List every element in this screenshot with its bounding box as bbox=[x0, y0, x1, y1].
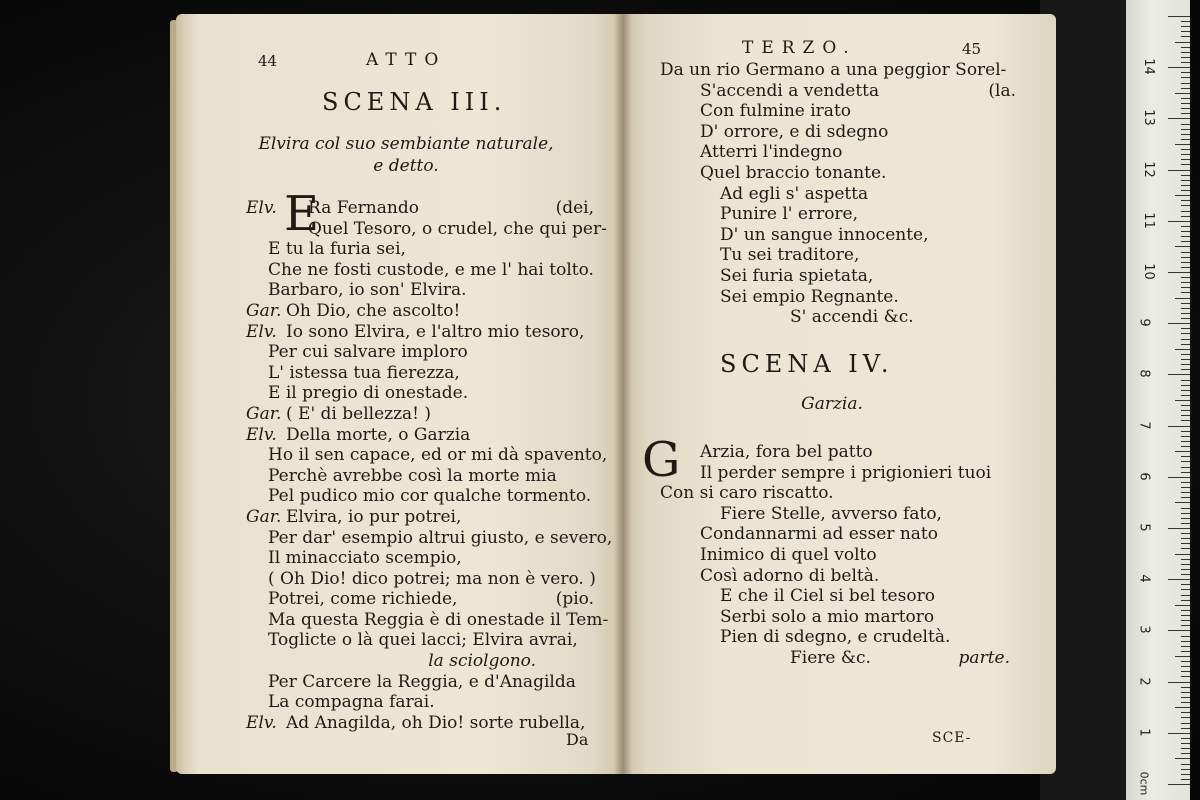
ruler-tick bbox=[1175, 246, 1190, 247]
line-text: Pel pudico mio cor qualche tormento. bbox=[268, 486, 592, 507]
ruler-tick bbox=[1168, 528, 1190, 529]
ruler-tick bbox=[1181, 333, 1190, 334]
line-text: Ad Anagilda, oh Dio! sorte rubella, bbox=[286, 712, 586, 733]
ruler-tick bbox=[1181, 108, 1190, 109]
verse-line bbox=[660, 442, 1040, 463]
ruler-tick bbox=[1181, 564, 1190, 565]
line-text: Atterri l'indegno bbox=[700, 142, 843, 163]
ruler-tick bbox=[1181, 303, 1190, 304]
measurement-ruler bbox=[1126, 0, 1190, 800]
verse-line bbox=[660, 204, 1040, 225]
line-text: Ad egli s' aspetta bbox=[720, 183, 869, 204]
ruler-number: 5 bbox=[1136, 523, 1152, 532]
ruler-tick bbox=[1181, 446, 1190, 447]
ruler-tick bbox=[1181, 190, 1190, 191]
ruler-number: 13 bbox=[1140, 109, 1156, 127]
ruler-tick bbox=[1181, 31, 1190, 32]
open-book bbox=[176, 14, 1056, 779]
line-text: Elvira, io pur potrei, bbox=[286, 506, 462, 527]
verse-line bbox=[246, 383, 606, 404]
ruler-tick bbox=[1168, 784, 1190, 785]
line-text: Per dar' esempio altrui giusto, e severo, bbox=[268, 527, 613, 548]
ruler-tick bbox=[1181, 574, 1190, 575]
ruler-number: 1 bbox=[1136, 728, 1152, 737]
verse-line bbox=[246, 692, 606, 713]
ruler-tick bbox=[1181, 728, 1190, 729]
verse-line bbox=[660, 245, 1040, 266]
ruler-tick bbox=[1181, 743, 1190, 744]
ruler-tick bbox=[1175, 656, 1190, 657]
verse-line bbox=[660, 307, 1040, 328]
ruler-tick bbox=[1181, 380, 1190, 381]
ruler-tick bbox=[1181, 52, 1190, 53]
ruler-tick bbox=[1181, 779, 1190, 780]
verse-line bbox=[246, 425, 606, 446]
ruler-tick bbox=[1168, 67, 1190, 68]
line-text: Oh Dio, che ascolto! bbox=[286, 300, 461, 321]
ruler-tick bbox=[1181, 257, 1190, 258]
ruler-tick bbox=[1181, 456, 1190, 457]
ruler-tick bbox=[1181, 236, 1190, 237]
verse-line bbox=[660, 607, 1040, 628]
verse-line bbox=[246, 713, 606, 734]
ruler-tick bbox=[1181, 26, 1190, 27]
line-text: Quel Tesoro, o crudel, che qui per- bbox=[308, 218, 607, 239]
ruler-tick bbox=[1181, 369, 1190, 370]
verse-line bbox=[246, 486, 606, 507]
verse-line bbox=[246, 589, 606, 610]
verse-line bbox=[246, 569, 606, 590]
line-text: Con fulmine irato bbox=[700, 101, 852, 122]
verse-line bbox=[660, 463, 1040, 484]
ruler-tick bbox=[1168, 426, 1190, 427]
ruler-tick bbox=[1181, 697, 1190, 698]
ruler-tick bbox=[1175, 349, 1190, 350]
ruler-tick bbox=[1168, 733, 1190, 734]
ruler-tick bbox=[1181, 625, 1190, 626]
line-text: Per cui salvare imploro bbox=[268, 342, 468, 363]
ruler-tick bbox=[1181, 313, 1190, 314]
ruler-tick bbox=[1181, 687, 1190, 688]
ruler-tick bbox=[1181, 543, 1190, 544]
verse-line bbox=[246, 198, 606, 219]
verse-line bbox=[246, 260, 606, 281]
ruler-tick bbox=[1181, 262, 1190, 263]
stage-direction-line-2: e detto. bbox=[373, 156, 439, 176]
ruler-tick bbox=[1181, 211, 1190, 212]
line-text: Punire l' errore, bbox=[720, 204, 859, 225]
ruler-tick bbox=[1181, 487, 1190, 488]
line-text: Con si caro riscatto. bbox=[660, 483, 834, 504]
line-text: L' istessa tua fierezza, bbox=[268, 362, 460, 383]
ruler-tick bbox=[1181, 492, 1190, 493]
ruler-tick bbox=[1181, 252, 1190, 253]
ruler-tick bbox=[1168, 579, 1190, 580]
verse-line bbox=[246, 672, 606, 693]
ruler-tick bbox=[1175, 298, 1190, 299]
verse-line bbox=[660, 142, 1040, 163]
ruler-tick bbox=[1181, 523, 1190, 524]
verse-line bbox=[660, 524, 1040, 545]
line-text: Da un rio Germano a una peggior Sorel- bbox=[660, 60, 1007, 80]
stage-direction-right: Garzia. bbox=[801, 394, 863, 414]
running-head-left: ATTO bbox=[366, 50, 447, 70]
ruler-tick bbox=[1181, 282, 1190, 283]
ruler-tick bbox=[1181, 461, 1190, 462]
ruler-tick bbox=[1181, 83, 1190, 84]
line-text: E il pregio di onestade. bbox=[268, 383, 469, 404]
ruler-tick bbox=[1181, 57, 1190, 58]
verse-line bbox=[660, 184, 1040, 205]
ruler-tick bbox=[1181, 154, 1190, 155]
ruler-tick bbox=[1181, 692, 1190, 693]
ruler-number: 9 bbox=[1136, 318, 1152, 327]
ruler-tick bbox=[1181, 395, 1190, 396]
verse-line bbox=[660, 266, 1040, 287]
ruler-tick bbox=[1181, 676, 1190, 677]
ruler-tick bbox=[1181, 113, 1190, 114]
ruler-tick bbox=[1181, 185, 1190, 186]
line-text: Barbaro, io son' Elvira. bbox=[268, 280, 467, 301]
ruler-tick bbox=[1181, 774, 1190, 775]
verse-line bbox=[660, 81, 1040, 102]
ruler-tick bbox=[1181, 385, 1190, 386]
ruler-tick bbox=[1175, 758, 1190, 759]
ruler-tick bbox=[1181, 134, 1190, 135]
verse-line bbox=[660, 566, 1040, 587]
ruler-tick bbox=[1175, 93, 1190, 94]
ruler-tick bbox=[1181, 441, 1190, 442]
ruler-number: 8 bbox=[1136, 369, 1152, 379]
ruler-tick bbox=[1181, 472, 1190, 473]
ruler-tick bbox=[1181, 748, 1190, 749]
line-text: Potrei, come richiede, bbox=[268, 589, 458, 610]
verse-line bbox=[246, 322, 606, 343]
verse-line bbox=[246, 527, 613, 549]
ruler-tick bbox=[1175, 144, 1190, 145]
ruler-tick bbox=[1181, 98, 1190, 99]
verse-line bbox=[660, 586, 1040, 607]
speaker-label: Gar. bbox=[246, 506, 282, 527]
page-number-right: 45 bbox=[962, 40, 982, 58]
ruler-tick bbox=[1181, 636, 1190, 637]
ruler-tick bbox=[1168, 118, 1190, 119]
ruler-tick bbox=[1181, 231, 1190, 232]
ruler-tick bbox=[1181, 420, 1190, 421]
book-gutter bbox=[614, 14, 632, 774]
line-text: D' orrore, e di sdegno bbox=[700, 121, 889, 142]
line-text: E tu la furia sei, bbox=[268, 239, 406, 260]
ruler-tick bbox=[1181, 615, 1190, 616]
ruler-tick bbox=[1181, 764, 1190, 765]
speaker-label: Elv. bbox=[246, 712, 277, 733]
ruler-tick bbox=[1181, 124, 1190, 125]
ruler-tick bbox=[1181, 651, 1190, 652]
stage-note: parte. bbox=[958, 647, 1010, 668]
ruler-tick bbox=[1181, 482, 1190, 483]
verse-line bbox=[660, 101, 1040, 122]
ruler-tick bbox=[1181, 538, 1190, 539]
line-text: Il perder sempre i prigionieri tuoi bbox=[700, 462, 992, 483]
line-text: Ho il sen capace, ed or mi dà spavento, bbox=[268, 445, 608, 466]
verse-line bbox=[246, 609, 609, 631]
ruler-number: 4 bbox=[1136, 574, 1152, 583]
ruler-tick bbox=[1181, 180, 1190, 181]
verse-line bbox=[246, 445, 606, 466]
ruler-tick bbox=[1181, 431, 1190, 432]
ruler-tick bbox=[1181, 318, 1190, 319]
verse-line bbox=[660, 504, 1040, 525]
ruler-tick bbox=[1181, 717, 1190, 718]
verse-line bbox=[660, 287, 1040, 308]
ruler-tick bbox=[1181, 671, 1190, 672]
ruler-tick bbox=[1181, 226, 1190, 227]
verse-line bbox=[246, 651, 606, 672]
ruler-tick bbox=[1181, 72, 1190, 73]
ruler-number: 10 bbox=[1140, 263, 1156, 280]
verse-line bbox=[660, 483, 1040, 504]
line-text: Quel braccio tonante. bbox=[700, 162, 887, 183]
line-text: Perchè avrebbe così la morte mia bbox=[268, 465, 557, 486]
speaker-label: Gar. bbox=[246, 403, 282, 424]
ruler-tick bbox=[1181, 666, 1190, 667]
ruler-number: 3 bbox=[1136, 625, 1152, 635]
line-text: Che ne fosti custode, e me l' hai tolto. bbox=[268, 259, 594, 280]
line-text: S' accendi &c. bbox=[790, 307, 914, 328]
ruler-tick bbox=[1181, 216, 1190, 217]
ruler-tick bbox=[1168, 374, 1190, 375]
ruler-tick bbox=[1181, 88, 1190, 89]
line-text: Io sono Elvira, e l'altro mio tesoro, bbox=[286, 321, 585, 342]
ruler-tick bbox=[1181, 518, 1190, 519]
line-text: D' un sangue innocente, bbox=[720, 224, 929, 245]
ruler-number: 11 bbox=[1140, 212, 1156, 229]
right-page-verse-top bbox=[660, 60, 1040, 328]
ruler-number: 14 bbox=[1140, 58, 1156, 75]
ruler-tick bbox=[1175, 400, 1190, 401]
ruler-tick bbox=[1181, 390, 1190, 391]
ruler-number: 2 bbox=[1136, 676, 1152, 686]
verse-line bbox=[246, 363, 606, 384]
ruler-tick bbox=[1168, 323, 1190, 324]
ruler-number: 7 bbox=[1136, 420, 1152, 430]
line-text: Così adorno di beltà. bbox=[700, 565, 880, 586]
stage-note: la sciolgono. bbox=[428, 651, 536, 672]
ruler-tick bbox=[1181, 159, 1190, 160]
ruler-tick bbox=[1181, 641, 1190, 642]
line-overflow-note: (pio. bbox=[555, 589, 594, 610]
ruler-tick bbox=[1175, 42, 1190, 43]
ruler-tick bbox=[1181, 103, 1190, 104]
ruler-tick bbox=[1181, 497, 1190, 498]
line-text: Tu sei traditore, bbox=[720, 245, 860, 266]
ruler-tick bbox=[1181, 661, 1190, 662]
line-text: Fiere Stelle, avverso fato, bbox=[720, 503, 942, 524]
ruler-tick bbox=[1181, 620, 1190, 621]
line-text: Fiere &c. bbox=[790, 647, 871, 668]
page-number-left: 44 bbox=[258, 52, 278, 70]
ruler-tick bbox=[1181, 287, 1190, 288]
ruler-unit-label: 0cm bbox=[1137, 771, 1151, 796]
ruler-tick bbox=[1175, 605, 1190, 606]
ruler-tick bbox=[1181, 405, 1190, 406]
ruler-tick bbox=[1168, 477, 1190, 478]
line-text: ( Oh Dio! dico potrei; ma non è vero. ) bbox=[268, 568, 596, 589]
ruler-tick bbox=[1181, 149, 1190, 150]
ruler-tick bbox=[1181, 723, 1190, 724]
verse-line bbox=[246, 404, 606, 425]
ruler-tick bbox=[1175, 451, 1190, 452]
ruler-tick bbox=[1181, 175, 1190, 176]
ruler-tick bbox=[1181, 139, 1190, 140]
ruler-tick bbox=[1181, 344, 1190, 345]
ruler-tick bbox=[1181, 610, 1190, 611]
verse-line bbox=[246, 342, 606, 363]
verse-line bbox=[660, 627, 1040, 648]
ruler-tick bbox=[1181, 339, 1190, 340]
left-page bbox=[176, 14, 622, 774]
ruler-tick bbox=[1181, 589, 1190, 590]
ruler-tick bbox=[1181, 292, 1190, 293]
ruler-tick bbox=[1181, 328, 1190, 329]
ruler-tick bbox=[1181, 359, 1190, 360]
ruler-tick bbox=[1181, 36, 1190, 37]
ruler-tick bbox=[1181, 533, 1190, 534]
scene-title-right: SCENA IV. bbox=[720, 350, 894, 378]
line-text: Ma questa Reggia è di onestade il Tem- bbox=[268, 609, 609, 630]
right-page bbox=[622, 14, 1056, 774]
ruler-tick bbox=[1181, 769, 1190, 770]
line-text: La compagna farai. bbox=[268, 692, 435, 713]
line-text: Pien di sdegno, e crudeltà. bbox=[720, 627, 951, 648]
ruler-number: 6 bbox=[1136, 472, 1152, 481]
verse-line bbox=[660, 225, 1040, 246]
verse-line bbox=[660, 648, 1040, 669]
line-text: Arzia, fora bel patto bbox=[700, 442, 873, 462]
ruler-tick bbox=[1181, 354, 1190, 355]
verse-line bbox=[246, 630, 606, 651]
verse-line bbox=[246, 301, 606, 322]
ruler-tick bbox=[1181, 738, 1190, 739]
ruler-number: 12 bbox=[1140, 160, 1156, 178]
line-overflow-note: (la. bbox=[988, 80, 1016, 101]
line-overflow-note: (dei, bbox=[555, 198, 594, 218]
ruler-tick bbox=[1168, 16, 1190, 17]
ruler-tick bbox=[1181, 77, 1190, 78]
ruler-tick bbox=[1181, 646, 1190, 647]
speaker-label: Elv. bbox=[246, 321, 277, 342]
stage-direction-line-1: Elvira col suo sembiante naturale, bbox=[258, 134, 554, 154]
line-text: S'accendi a vendetta bbox=[700, 80, 880, 101]
running-head-right: TERZO. bbox=[742, 38, 857, 58]
ruler-tick bbox=[1181, 415, 1190, 416]
ruler-tick bbox=[1181, 584, 1190, 585]
right-page-verse-bottom bbox=[660, 442, 1040, 669]
dropcap-right: G bbox=[642, 432, 681, 488]
ruler-tick bbox=[1181, 513, 1190, 514]
ruler-tick bbox=[1181, 559, 1190, 560]
line-text: Sei furia spietata, bbox=[720, 265, 874, 286]
line-text: Condannarmi ad esser nato bbox=[700, 524, 938, 545]
line-text: Toglicte o là quei lacci; Elvira avrai, bbox=[268, 630, 578, 651]
ruler-tick bbox=[1175, 554, 1190, 555]
ruler-tick bbox=[1181, 277, 1190, 278]
ruler-tick bbox=[1181, 164, 1190, 165]
ruler-tick bbox=[1181, 548, 1190, 549]
line-text: Per Carcere la Reggia, e d'Anagilda bbox=[268, 671, 576, 692]
line-text: Il minacciato scempio, bbox=[268, 548, 462, 569]
line-text: E che il Ciel si bel tesoro bbox=[720, 586, 935, 607]
ruler-tick bbox=[1181, 308, 1190, 309]
ruler-tick bbox=[1181, 753, 1190, 754]
line-text: ( E' di bellezza! ) bbox=[286, 403, 432, 424]
ruler-tick bbox=[1181, 241, 1190, 242]
ruler-tick bbox=[1168, 170, 1190, 171]
ruler-tick bbox=[1181, 364, 1190, 365]
verse-line bbox=[660, 122, 1040, 143]
scene-title-left: SCENA III. bbox=[322, 88, 507, 116]
ruler-tick bbox=[1168, 630, 1190, 631]
ruler-tick bbox=[1181, 467, 1190, 468]
verse-line bbox=[660, 545, 1040, 566]
verse-line bbox=[246, 466, 606, 487]
ruler-tick bbox=[1181, 569, 1190, 570]
speaker-label: Gar. bbox=[246, 300, 282, 321]
ruler-tick bbox=[1181, 62, 1190, 63]
ruler-tick bbox=[1181, 21, 1190, 22]
speaker-label: Elv. bbox=[246, 198, 277, 218]
ruler-tick bbox=[1181, 702, 1190, 703]
ruler-tick bbox=[1181, 205, 1190, 206]
ruler-tick bbox=[1168, 682, 1190, 683]
catchword-right: SCE- bbox=[932, 730, 972, 746]
verse-line bbox=[246, 507, 606, 528]
verse-line bbox=[660, 60, 1040, 81]
verse-line bbox=[246, 280, 606, 301]
ruler-tick bbox=[1181, 47, 1190, 48]
catchword-left: Da bbox=[566, 730, 589, 749]
ruler-tick bbox=[1181, 436, 1190, 437]
line-text: Della morte, o Garzia bbox=[286, 424, 471, 445]
ruler-tick bbox=[1181, 600, 1190, 601]
ruler-tick bbox=[1181, 595, 1190, 596]
ruler-tick bbox=[1181, 508, 1190, 509]
dropcap-left: E bbox=[284, 186, 320, 242]
verse-line bbox=[246, 239, 606, 260]
line-text: Sei empio Regnante. bbox=[720, 286, 899, 307]
ruler-tick bbox=[1175, 707, 1190, 708]
ruler-tick bbox=[1168, 272, 1190, 273]
ruler-tick bbox=[1181, 712, 1190, 713]
verse-line bbox=[660, 163, 1040, 184]
ruler-tick bbox=[1181, 129, 1190, 130]
ruler-tick bbox=[1181, 200, 1190, 201]
line-text: Ra Fernando bbox=[308, 198, 419, 218]
line-text: Inimico di quel volto bbox=[700, 544, 877, 565]
ruler-tick bbox=[1175, 502, 1190, 503]
verse-line bbox=[246, 548, 606, 569]
ruler-tick bbox=[1181, 410, 1190, 411]
line-text: Serbi solo a mio martoro bbox=[720, 606, 935, 627]
left-page-text bbox=[246, 198, 613, 733]
ruler-tick bbox=[1181, 267, 1190, 268]
speaker-label: Elv. bbox=[246, 424, 277, 445]
verse-line bbox=[246, 219, 606, 240]
ruler-tick bbox=[1175, 195, 1190, 196]
ruler-tick bbox=[1168, 221, 1190, 222]
